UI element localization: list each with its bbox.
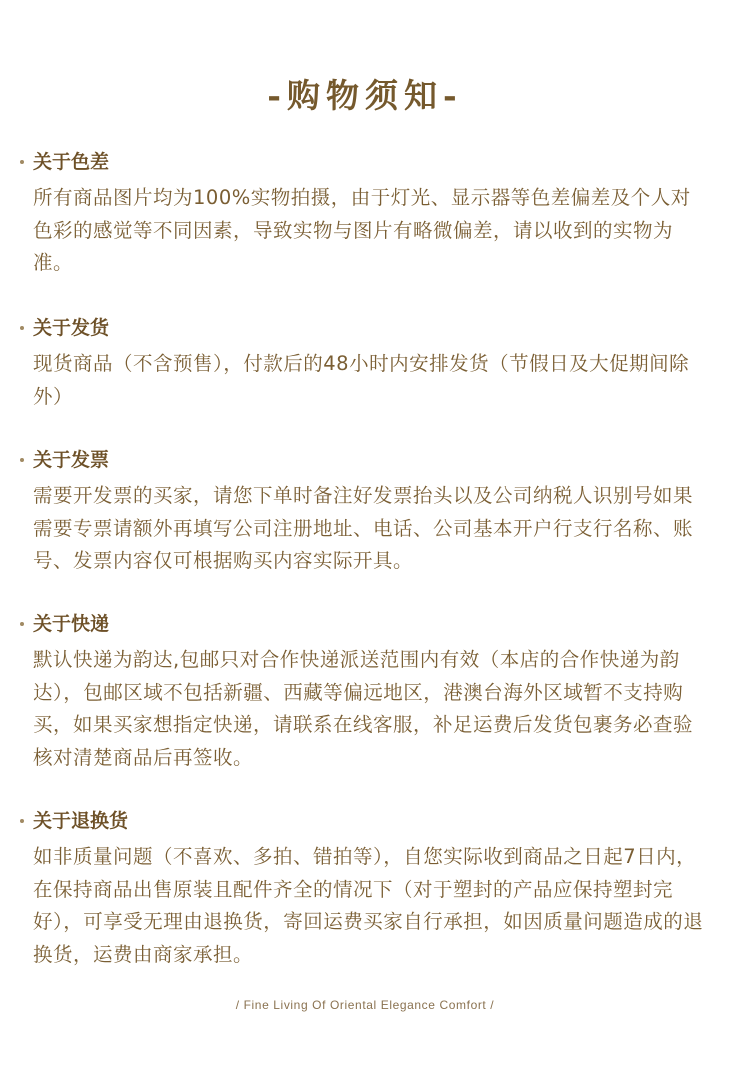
section-body: 所有商品图片均为100%实物拍摄，由于灯光、显示器等色差偏差及个人对色彩的感觉等不同因素，导致实物与图片有略微偏差，请以收到的实物为准。: [33, 186, 691, 274]
bullet-dot: [20, 819, 24, 823]
bullet-dot: [20, 458, 24, 462]
bullet-dot: [20, 622, 24, 626]
section-body: 现货商品（不含预售），付款后的48小时内安排发货（节假日及大促期间除外）: [33, 352, 690, 408]
section-body: 如非质量问题（不喜欢、多拍、错拍等），自您实际收到商品之日起7日内，在保持商品出售原装且配件齐全的情况下（对于塑封的产品应保持塑封完好），可享受无理由退换货，寄回运费买家自行承担，如因质量问题造成的退换货，运费由商家承担。: [33, 845, 704, 966]
section-heading: 关于发票: [33, 449, 110, 471]
section-heading: 关于退换货: [33, 810, 129, 832]
section-heading: 关于发货: [33, 317, 110, 339]
section-shipping: [20, 314, 710, 413]
page-title: -购物须知-: [267, 76, 463, 115]
section-color-difference: [20, 148, 710, 280]
section-body: 默认快递为韵达,包邮只对合作快递派送范围内有效（本店的合作快递为韵达），包邮区域不包括新疆、西藏等偏远地区，港澳台海外区域暂不支持购买，如果买家想指定快递，请联系在线客服，补足运费后发货包裹务必查验核对清楚商品后再签收。: [33, 648, 694, 769]
bullet-dot: [20, 160, 24, 164]
bullet-dot: [20, 326, 24, 330]
section-heading: 关于快递: [33, 613, 110, 635]
section-heading: 关于色差: [33, 151, 110, 173]
section-returns: [20, 807, 710, 971]
section-invoice: [20, 446, 710, 578]
section-courier: [20, 610, 710, 774]
section-body: 需要开发票的买家，请您下单时备注好发票抬头以及公司纳税人识别号如果需要专票请额外再填写公司注册地址、电话、公司基本开户行支行名称、账号、发票内容仅可根据购买内容实际开具。: [33, 484, 694, 572]
footer-slogan: / Fine Living Of Oriental Elegance Comfort /: [235, 998, 495, 1012]
